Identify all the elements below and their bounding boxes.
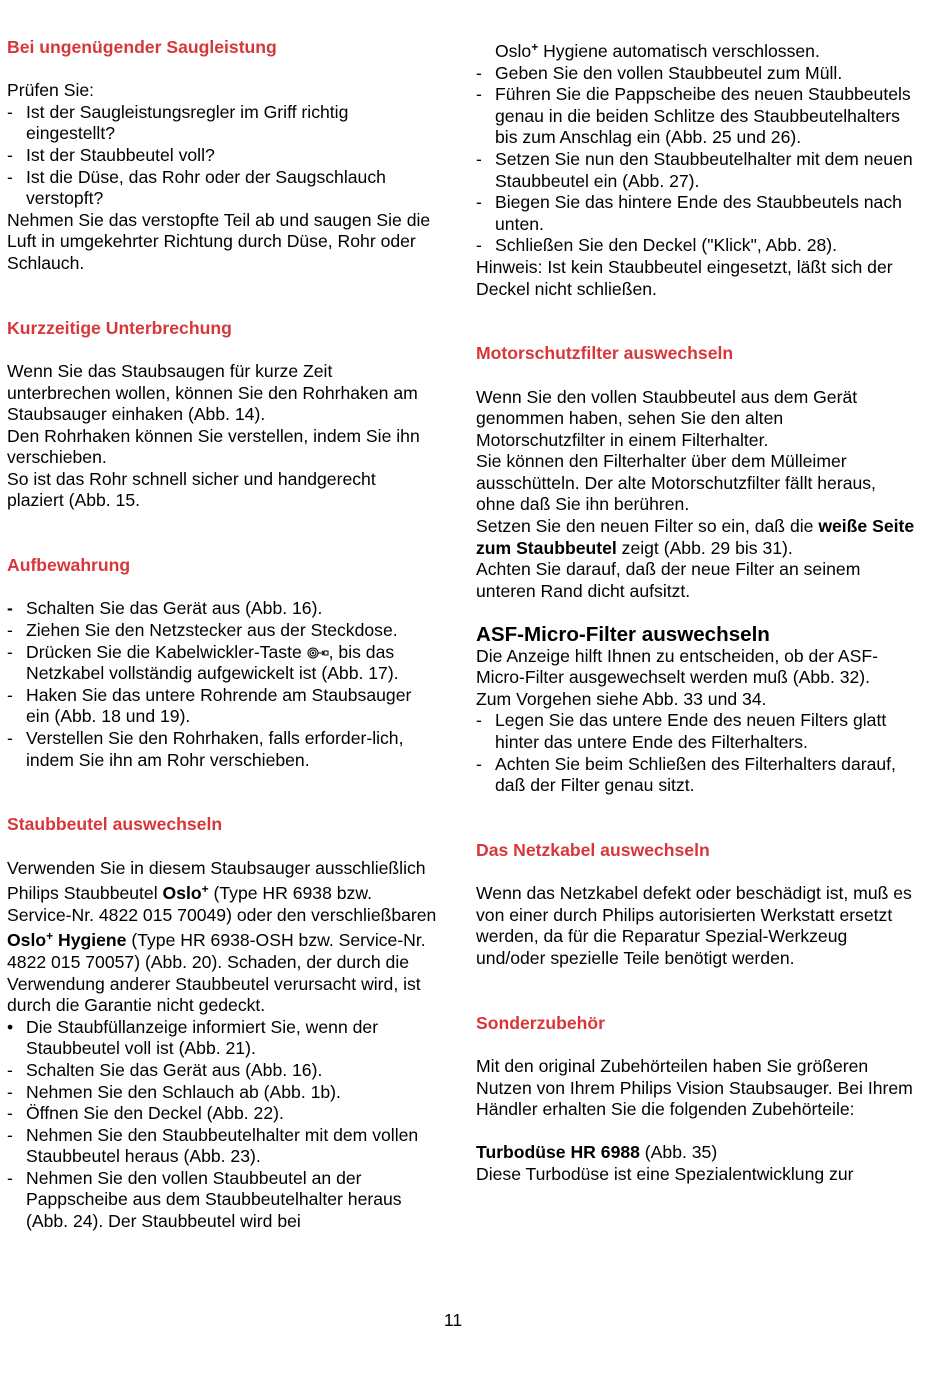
heading-saugleistung: Bei ungenügender Saugleistung (7, 37, 277, 57)
paragraph: Nehmen Sie das verstopfte Teil ab und saugen Sie die Luft in umgekehrter Richtung durch Düse, Rohr oder Schlauch. (7, 209, 431, 273)
left-column (7, 0, 437, 1233)
list-item: - Öffnen Sie den Deckel (Abb. 22). (7, 1103, 284, 1124)
list-item: - Ziehen Sie den Netzstecker aus der Steckdose. (7, 620, 398, 641)
paragraph: Zum Vorgehen siehe Abb. 33 und 34. (476, 688, 767, 709)
list-item: - Nehmen Sie den Schlauch ab (Abb. 1b). (7, 1081, 341, 1102)
list-item: - Nehmen Sie den vollen Staubbeutel an der Pappscheibe aus dem Staubbeutelhalter heraus (Abb. 24). Der Staubbeutel wird bei (7, 1167, 402, 1232)
paragraph: So ist das Rohr schnell sicher und handgerecht plaziert (Abb. 15. (7, 468, 376, 511)
list-item: - Achten Sie beim Schließen des Filterhalters darauf, daß der Filter genau sitzt. (476, 753, 896, 796)
list-item: - Geben Sie den vollen Staubbeutel zum Müll. (476, 62, 843, 83)
bullet-item: • Die Staubfüllanzeige informiert Sie, wenn der Staubbeutel voll ist (Abb. 21). (7, 1016, 379, 1059)
list-item: - Legen Sie das untere Ende des neuen Filters glatt hinter das untere Ende des Filterhalters. (476, 710, 887, 752)
heading-motorschutzfilter: Motorschutzfilter auswechseln (476, 343, 734, 364)
heading-kurzzeitige-unterbrechung: Kurzzeitige Unterbrechung (7, 317, 232, 338)
heading-netzkabel-auswechseln: Das Netzkabel auswechseln (476, 839, 710, 860)
list-item: - Ist die Düse, das Rohr oder der Saugschlauch verstopft? (7, 166, 386, 209)
paragraph: Wenn Sie den vollen Staubbeutel aus dem Gerät genommen haben, sehen Sie den alten Motorschutzfilter in einem Filterhalter. (476, 386, 858, 450)
heading-staubbeutel-auswechseln: Staubbeutel auswechseln (7, 814, 223, 835)
paragraph: Den Rohrhaken können Sie verstellen, indem Sie ihn verschieben. (7, 425, 420, 468)
continued-text: Oslo+ Hygiene automatisch verschlossen. (495, 40, 820, 61)
list-item: - Nehmen Sie den Staubbeutelhalter mit dem vollen Staubbeutel heraus (Abb. 23). (7, 1124, 419, 1167)
list-item: - Biegen Sie das hintere Ende des Staubbeutels nach unten. (476, 192, 902, 234)
heading-sonderzubehoer: Sonderzubehör (476, 1012, 606, 1033)
list-item: - Drücken Sie die Kabelwickler-Taste , bis das Netzkabel vollständig aufgewickelt ist (Abb. 17). (7, 641, 399, 684)
paragraph: Verwenden Sie in diesem Staubsauger ausschließlich Philips Staubbeutel Oslo+ (Type HR 6938 bzw. Service-Nr. 4822 015 70049) oder den verschließbaren Oslo+ Hygiene (Type HR 6938-OSH bzw. Service-Nr. 4822 015 70057) (Abb. 20). Schaden, der durch die Verwendung anderer Staubbeutel verursacht wird, ist durch die Garantie nicht gedeckt. (7, 857, 437, 1016)
paragraph: Wenn Sie das Staubsaugen für kurze Zeit unterbrechen wollen, können Sie den Rohrhaken am Staubsauger einhaken (Abb. 14). (7, 360, 418, 425)
heading-aufbewahrung: Aufbewahrung (7, 555, 131, 576)
list-item: - Schalten Sie das Gerät aus (Abb. 16). (7, 598, 323, 619)
paragraph: Prüfen Sie: (7, 80, 95, 101)
list-item: - Setzen Sie nun den Staubbeutelhalter mit dem neuen Staubbeutel ein (Abb. 27). (476, 148, 913, 191)
list-item: - Schalten Sie das Gerät aus (Abb. 16). (7, 1059, 323, 1080)
paragraph: Wenn das Netzkabel defekt oder beschädigt ist, muß es von einer durch Philips autorisierten Werkstatt ersetzt werden, da für die Reparatur Spezial-Werkzeug und/oder spezielle Teile benötigt werden. (476, 883, 912, 968)
hint-paragraph: Hinweis: Ist kein Staubbeutel eingesetzt, läßt sich der Deckel nicht schließen. (476, 256, 893, 299)
paragraph: Mit den original Zubehörteilen haben Sie größeren Nutzen von Ihrem Philips Vision Staubsauger. Bei Ihrem Händler erhalten Sie die folgenden Zubehörteile: (476, 1055, 913, 1120)
paragraph: Achten Sie darauf, daß der neue Filter an seinem unteren Rand dicht aufsitzt. (476, 559, 861, 601)
list-item: - Führen Sie die Pappscheibe des neuen Staubbeutels genau in die beiden Schlitze des Staubbeutelhalters bis zum Anschlag ein (Abb. 25 und 26). (476, 84, 911, 148)
right-column (476, 0, 916, 1185)
paragraph: Die Anzeige hilft Ihnen zu entscheiden, ob der ASF-Micro-Filter ausgewechselt werden muß (Abb. 32). (476, 645, 878, 688)
page-number: 11 (443, 1310, 463, 1330)
turbo-heading: Turbodüse HR 6988 (Abb. 35) (476, 1142, 718, 1163)
list-item: - Ist der Saugleistungsregler im Griff richtig eingestellt? (7, 101, 349, 144)
list-item: - Ist der Staubbeutel voll? (7, 144, 215, 165)
paragraph: Setzen Sie den neuen Filter so ein, daß die weiße Seite zum Staubbeutel zeigt (Abb. 29 bis 31). (476, 516, 915, 558)
cable-winder-icon (307, 644, 329, 658)
list-item: - Schließen Sie den Deckel ("Klick", Abb. 28). (476, 235, 838, 256)
paragraph: Sie können den Filterhalter über dem Mülleimer ausschütteln. Der alte Motorschutzfilter fällt heraus, ohne daß Sie ihn berühren. (476, 451, 876, 515)
heading-asf-micro-filter: ASF-Micro-Filter auswechseln (476, 623, 770, 647)
list-item: - Haken Sie das untere Rohrende am Staubsauger ein (Abb. 18 und 19). (7, 684, 412, 727)
paragraph: Diese Turbodüse ist eine Spezialentwicklung zur (476, 1163, 854, 1184)
list-item: - Verstellen Sie den Rohrhaken, falls erforder-lich, indem Sie ihn am Rohr verschieben. (7, 728, 404, 770)
